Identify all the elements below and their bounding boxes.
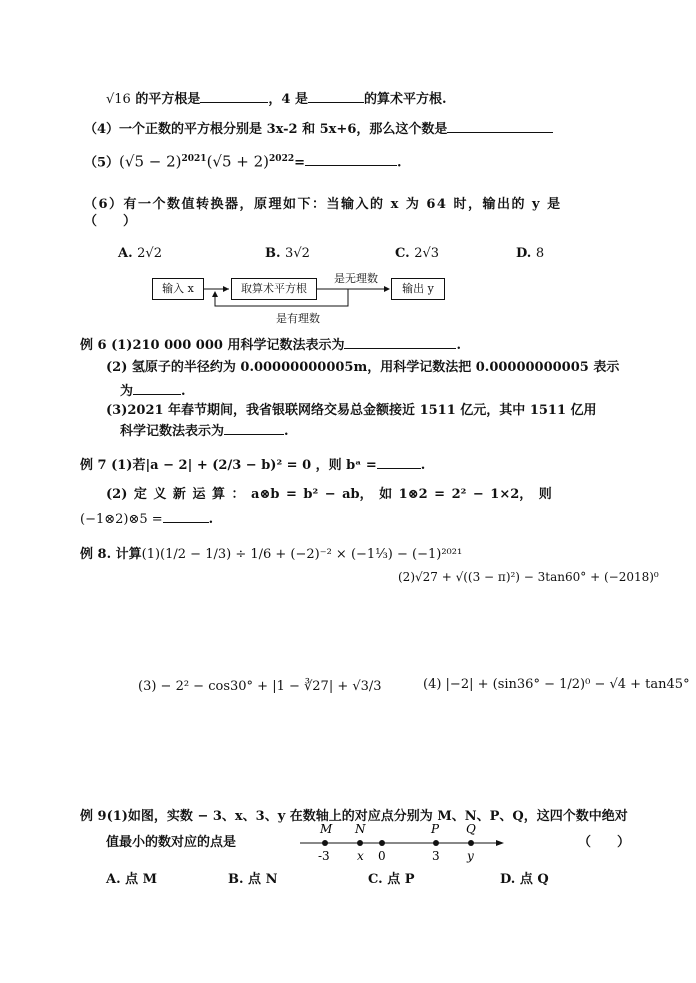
ex6-p1: (1)210 000 000 用科学记数法表示为 <box>111 338 345 353</box>
tick-label-zero: 0 <box>378 849 386 863</box>
point-p <box>433 840 439 846</box>
ex9-option-a[interactable]: A. 点 M <box>106 872 158 887</box>
q5-expr1: (√5 − 2) <box>119 152 182 171</box>
q5-end: . <box>397 155 402 171</box>
converter-irrational-label: 是无理数 <box>334 272 378 285</box>
example-7-line3: (−1⊗2)⊗5 = . <box>80 512 214 527</box>
q5-exp1: 2021 <box>181 154 207 164</box>
ex6-p3b: 科学记数法表示为 <box>120 424 225 439</box>
blank-ex6-3[interactable] <box>224 422 284 435</box>
converter-input-box: 输入 x <box>152 278 204 300</box>
ex8-expr1: (1)(1/2 − 1/3) ÷ 1/6 + (−2)⁻² × (−1⅓) − (−1)²⁰²¹ <box>141 547 463 562</box>
point-n <box>357 840 363 846</box>
sqrt16: √16 <box>106 92 131 107</box>
ex9-option-d[interactable]: D. 点 Q <box>500 872 549 887</box>
example-9-line2: 值最小的数对应的点是 <box>106 835 237 850</box>
ex8-title: 例 8. 计算 <box>80 547 142 562</box>
point-p-name: P <box>431 822 440 836</box>
example-7-line2: (2) 定 义 新 运 算 ： a⊗b = b² − ab， 如 1⊗2 = 2² − 1×2， 则 <box>106 487 552 502</box>
point-m <box>322 840 328 846</box>
ex9-option-c[interactable]: C. 点 P <box>368 872 415 887</box>
converter-arrows <box>0 0 696 340</box>
q6-option-d[interactable]: D. 8 <box>516 246 545 261</box>
point-q-name: Q <box>466 822 476 836</box>
q5-eq: = <box>294 155 306 171</box>
tick-label-m: -3 <box>318 849 330 863</box>
blank-ex7-2[interactable] <box>163 510 209 523</box>
ex7-p2b: (−1⊗2)⊗5 = <box>80 512 163 527</box>
q6-label: （6） <box>84 197 124 212</box>
q6-text: 有一个数值转换器，原理如下：当输入的 x 为 64 时，输出的 y 是 <box>123 197 562 212</box>
q6-option-c[interactable]: C. 2√3 <box>395 246 440 261</box>
number-line <box>0 815 696 867</box>
sqrt-suffix: 的算术平方根. <box>363 92 447 107</box>
ex6-title: 例 6 <box>80 338 107 353</box>
example-6-line2: (2) 氢原子的半径约为 0.00000000005m，用科学记数法把 0.00000000005 表示 <box>106 360 620 375</box>
point-q <box>468 840 474 846</box>
example-6-line1: 例 6 (1)210 000 000 用科学记数法表示为 . <box>80 338 461 353</box>
q5-label: （5） <box>84 155 120 171</box>
ex8-expr2: (2)√27 + √((3 − π)²) − 3tan60° + (−2018)⁰ <box>398 570 659 584</box>
q6-option-b[interactable]: B. 3√2 <box>265 246 310 261</box>
blank-ex6-2[interactable] <box>133 382 181 395</box>
ex9-title: 例 9 <box>80 809 107 824</box>
q5-exp2: 2022 <box>269 154 295 164</box>
sqrt-comma: ，4 是 <box>268 92 308 107</box>
ex7-p1: (1)若|a − 2| + (2/3 − b)² = 0 ，则 bᵃ = <box>111 458 377 473</box>
point-zero <box>379 840 385 846</box>
converter-process-box: 取算术平方根 <box>231 278 317 300</box>
ex6-p2b: 为 <box>120 384 134 399</box>
q5-expr2: (√5 + 2) <box>206 152 270 171</box>
example-6-line4: (3)2021 年春节期间，我省银联网络交易总金额接近 1511 亿元，其中 1511 亿用 <box>106 403 597 418</box>
ex9-option-b[interactable]: B. 点 N <box>228 872 278 887</box>
sqrt-label: 的平方根是 <box>135 92 201 107</box>
ex8-expr3: (3) − 2² − cos30° + |1 − ∛27| + √3/3 <box>138 679 382 694</box>
point-n-name: N <box>355 822 366 836</box>
q6-option-a[interactable]: A. 2√2 <box>118 246 162 261</box>
example-6-line3: 为 . <box>120 384 186 399</box>
blank-ex6-1[interactable] <box>344 336 456 349</box>
example-6-line5: 科学记数法表示为 . <box>120 424 289 439</box>
ex8-expr4: (4) |−2| + (sin36° − 1/2)⁰ − √4 + tan45° <box>423 677 690 692</box>
ex7-title: 例 7 <box>80 458 107 473</box>
ex9-text1: (1)如图，实数 − 3、x、3、y 在数轴上的对应点分别为 M、N、P、Q，这四个数中绝对 <box>106 809 628 824</box>
converter-output-box: 输出 y <box>391 278 445 300</box>
example-7-line1: 例 7 (1)若|a − 2| + (2/3 − b)² = 0 ，则 bᵃ = . <box>80 458 426 473</box>
example-8-line1 <box>80 546 462 564</box>
q4-text: 一个正数的平方根分别是 3x-2 和 5x+6，那么这个数是 <box>119 122 448 137</box>
q4-label: （4） <box>84 122 120 137</box>
tick-label-q: y <box>467 849 474 863</box>
ex9-paren[interactable]: （ ） <box>578 835 631 850</box>
converter-rational-label: 是有理数 <box>276 312 320 325</box>
blank-ex7-1[interactable] <box>377 456 421 469</box>
q6-paren[interactable]: （ ） <box>84 214 137 229</box>
tick-label-p: 3 <box>432 849 440 863</box>
point-m-name: M <box>320 822 333 836</box>
tick-label-n: x <box>357 849 364 863</box>
